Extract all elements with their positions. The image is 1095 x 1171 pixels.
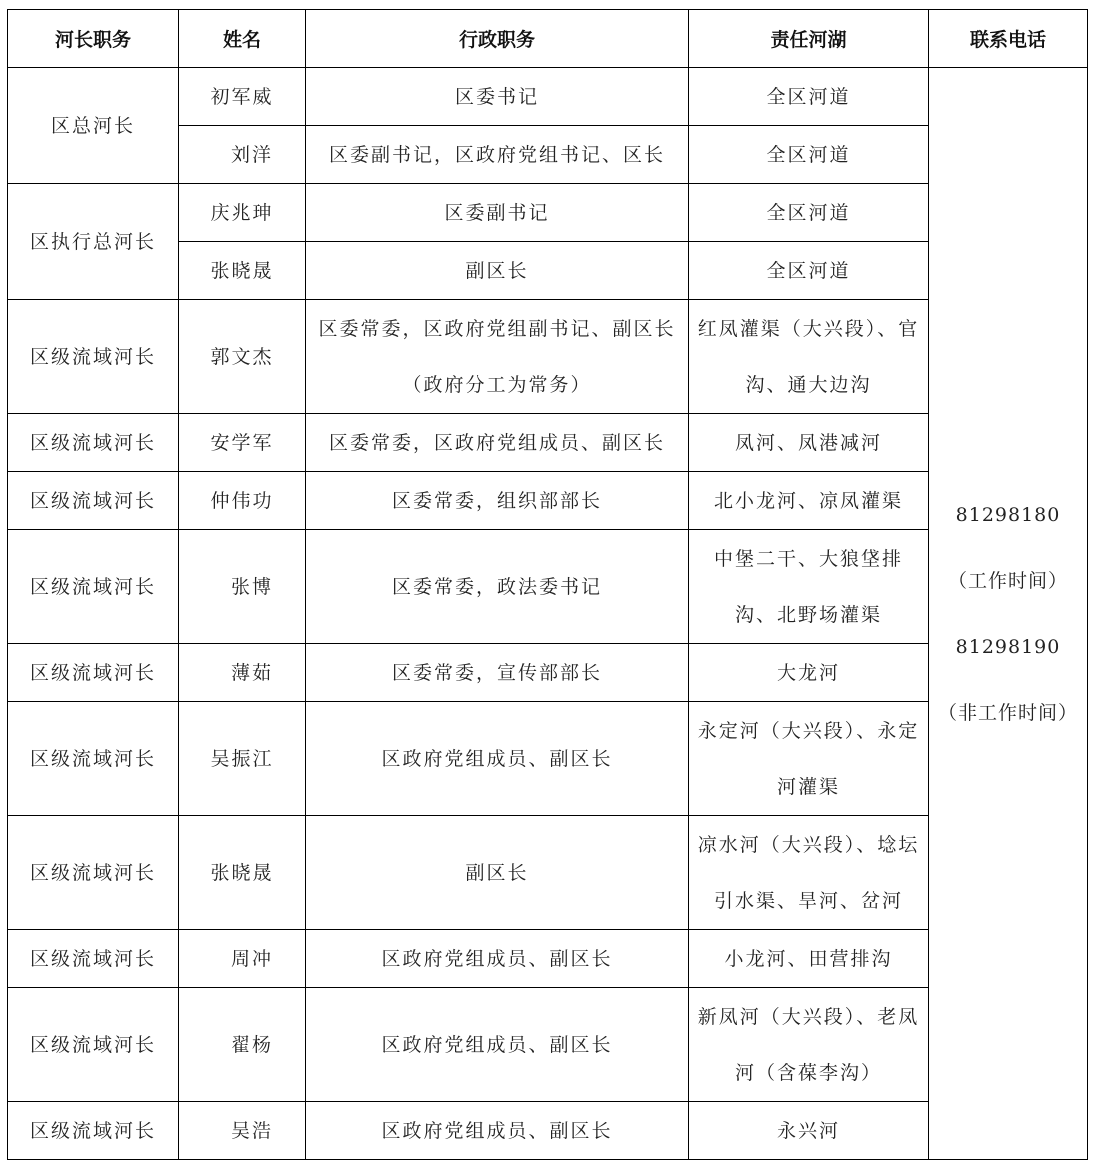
name-cell: 吴振江 [179, 702, 306, 816]
name-cell: 张晓晟 [179, 242, 306, 300]
header-rivers: 责任河湖 [689, 10, 929, 68]
rivers-cell: 全区河道 [689, 68, 929, 126]
rivers-cell: 大龙河 [689, 644, 929, 702]
name-cell: 刘洋 [179, 126, 306, 184]
table-row [8, 816, 1088, 930]
table-row [8, 988, 1088, 1102]
role-cell: 区级流域河长 [8, 816, 179, 930]
name-cell: 郭文杰 [179, 300, 306, 414]
name-cell: 安学军 [179, 414, 306, 472]
role-cell: 区级流域河长 [8, 414, 179, 472]
role-cell: 区级流域河长 [8, 1102, 179, 1160]
role-cell: 区级流域河长 [8, 988, 179, 1102]
offhours-phone-label: （非工作时间） [937, 701, 1078, 724]
river-chief-table [7, 9, 1088, 1160]
table-row [8, 644, 1088, 702]
position-cell: 区委书记 [306, 68, 689, 126]
work-phone-number: 81298180 [955, 503, 1061, 526]
name-cell: 初军威 [179, 68, 306, 126]
offhours-phone-number: 81298190 [955, 635, 1061, 658]
phone-cell [929, 68, 1088, 1160]
name-cell: 仲伟功 [179, 472, 306, 530]
position-cell: 副区长 [306, 242, 689, 300]
header-position: 行政职务 [306, 10, 689, 68]
header-role: 河长职务 [8, 10, 179, 68]
rivers-cell: 全区河道 [689, 184, 929, 242]
rivers-cell: 红凤灌渠（大兴段）、官沟、通大边沟 [689, 300, 929, 414]
header-phone: 联系电话 [929, 10, 1088, 68]
role-cell: 区级流域河长 [8, 702, 179, 816]
rivers-cell: 永定河（大兴段）、永定河灌渠 [689, 702, 929, 816]
table-row [8, 930, 1088, 988]
role-cell: 区级流域河长 [8, 644, 179, 702]
role-cell: 区级流域河长 [8, 300, 179, 414]
rivers-cell: 全区河道 [689, 242, 929, 300]
position-cell: 区政府党组成员、副区长 [306, 1102, 689, 1160]
role-cell: 区级流域河长 [8, 530, 179, 644]
position-cell: 区政府党组成员、副区长 [306, 702, 689, 816]
position-cell: 区委常委，区政府党组副书记、副区长（政府分工为常务） [306, 300, 689, 414]
name-cell: 庆兆珅 [179, 184, 306, 242]
position-cell: 区政府党组成员、副区长 [306, 930, 689, 988]
position-cell: 区委常委，组织部部长 [306, 472, 689, 530]
header-row [8, 10, 1088, 68]
table-row [8, 1102, 1088, 1160]
role-cell: 区级流域河长 [8, 930, 179, 988]
work-phone-label: （工作时间） [947, 569, 1068, 592]
role-cell: 区级流域河长 [8, 472, 179, 530]
table-row [8, 530, 1088, 644]
name-cell: 周冲 [179, 930, 306, 988]
rivers-cell: 北小龙河、凉凤灌渠 [689, 472, 929, 530]
table-row [8, 472, 1088, 530]
header-name: 姓名 [179, 10, 306, 68]
table-row [8, 414, 1088, 472]
name-cell: 张晓晟 [179, 816, 306, 930]
table-row [8, 702, 1088, 816]
table-row [8, 68, 1088, 126]
name-cell: 张博 [179, 530, 306, 644]
position-cell: 区委副书记 [306, 184, 689, 242]
name-cell: 吴浩 [179, 1102, 306, 1160]
position-cell: 区委常委，区政府党组成员、副区长 [306, 414, 689, 472]
table-row [8, 184, 1088, 242]
position-cell: 区委常委，政法委书记 [306, 530, 689, 644]
role-cell-total-chief: 区总河长 [8, 68, 179, 184]
rivers-cell: 中堡二干、大狼垡排沟、北野场灌渠 [689, 530, 929, 644]
rivers-cell: 新凤河（大兴段）、老凤河（含葆李沟） [689, 988, 929, 1102]
rivers-cell: 全区河道 [689, 126, 929, 184]
name-cell: 翟杨 [179, 988, 306, 1102]
name-cell: 薄茹 [179, 644, 306, 702]
position-cell: 区委副书记，区政府党组书记、区长 [306, 126, 689, 184]
phone-block [935, 482, 1081, 746]
rivers-cell: 永兴河 [689, 1102, 929, 1160]
rivers-cell: 小龙河、田营排沟 [689, 930, 929, 988]
position-cell: 副区长 [306, 816, 689, 930]
position-cell: 区政府党组成员、副区长 [306, 988, 689, 1102]
role-cell-exec-chief: 区执行总河长 [8, 184, 179, 300]
table-row [8, 300, 1088, 414]
position-cell: 区委常委，宣传部部长 [306, 644, 689, 702]
rivers-cell: 凤河、凤港减河 [689, 414, 929, 472]
rivers-cell: 凉水河（大兴段）、埝坛引水渠、旱河、岔河 [689, 816, 929, 930]
